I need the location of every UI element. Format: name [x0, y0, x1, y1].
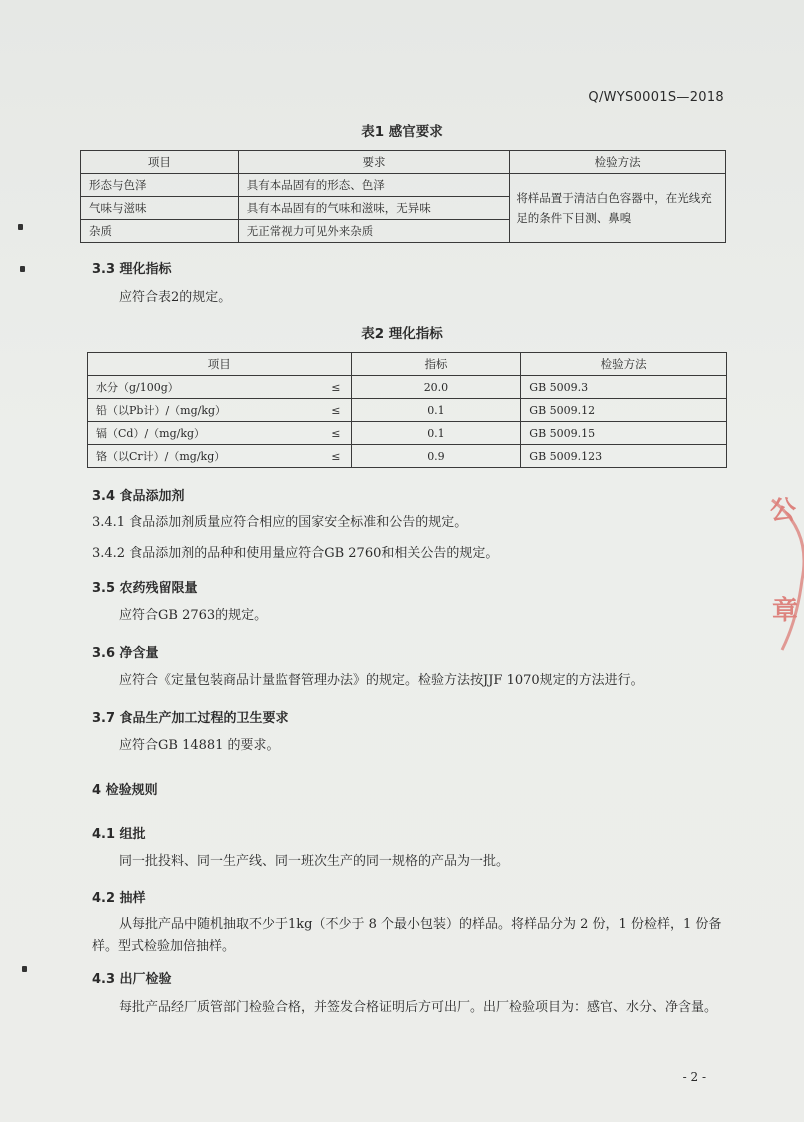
clause-3-4-2: 3.4.2 食品添加剂的品种和使用量应符合GB 2760和相关公告的规定。: [92, 546, 499, 561]
column-header-item: 项目: [81, 151, 239, 174]
table-row: [88, 399, 727, 422]
section-3-5-title: 3.5 农药残留限量: [92, 581, 198, 596]
clause-3-4-1: 3.4.1 食品添加剂质量应符合相应的国家安全标准和公告的规定。: [92, 515, 468, 530]
row-comparator: ≤: [321, 422, 351, 445]
section-4-3-title: 4.3 出厂检验: [92, 972, 172, 987]
table-row: [81, 174, 726, 197]
section-3-4-title: 3.4 食品添加剂: [92, 489, 185, 504]
column-header-requirement: 要求: [238, 151, 510, 174]
inspection-method: 将样品置于清洁白色容器中，在光线充足的条件下目测、鼻嗅: [510, 174, 726, 243]
section-3-5-text: 应符合GB 2763的规定。: [119, 608, 268, 623]
section-4-2-text: 从每批产品中随机抽取不少于1kg（不少于 8 个最小包装）的样品。将样品分为 2 份，1 份检样，1 份备样。型式检验加倍抽样。: [92, 917, 722, 954]
row-item: 形态与色泽: [81, 174, 239, 197]
row-item: 水分（g/100g）: [88, 376, 322, 399]
table1-caption: 表1 感官要求: [361, 124, 443, 140]
row-value: 0.1: [351, 399, 521, 422]
document-code: Q/WYS0001S—2018: [588, 90, 724, 105]
section-3-7-text: 应符合GB 14881 的要求。: [119, 738, 280, 753]
section-4-1-title: 4.1 组批: [92, 827, 146, 842]
sensory-requirements-table: [80, 150, 726, 243]
section-3-3-text: 应符合表2的规定。: [119, 290, 232, 305]
section-3-3-title: 3.3 理化指标: [92, 262, 172, 277]
row-comparator: ≤: [321, 445, 351, 468]
scan-mark: [22, 966, 27, 972]
page-number: - 2 -: [682, 1070, 706, 1084]
table-row: [88, 376, 727, 399]
table-row: [88, 445, 727, 468]
row-value: 0.1: [351, 422, 521, 445]
column-header-method: 检验方法: [521, 353, 727, 376]
table-row: [88, 422, 727, 445]
row-value: 0.9: [351, 445, 521, 468]
section-3-7-title: 3.7 食品生产加工过程的卫生要求: [92, 711, 289, 726]
row-item: 铬（以Cr计）/（mg/kg）: [88, 445, 322, 468]
table2-caption: 表2 理化指标: [361, 326, 443, 342]
physicochemical-table: [87, 352, 727, 468]
row-requirement: 无正常视力可见外来杂质: [238, 220, 510, 243]
row-item: 镉（Cd）/（mg/kg）: [88, 422, 322, 445]
row-item: 杂质: [81, 220, 239, 243]
row-value: 20.0: [351, 376, 521, 399]
row-item: 铅（以Pb计）/（mg/kg）: [88, 399, 322, 422]
section-3-6-text: 应符合《定量包装商品计量监督管理办法》的规定。检验方法按JJF 1070规定的方法进行。: [119, 673, 644, 688]
section-4-title: 4 检验规则: [92, 783, 158, 798]
row-item: 气味与滋味: [81, 197, 239, 220]
seal-char: 章: [772, 596, 799, 626]
row-comparator: ≤: [321, 399, 351, 422]
column-header-method: 检验方法: [510, 151, 726, 174]
row-method: GB 5009.15: [521, 422, 727, 445]
section-3-6-title: 3.6 净含量: [92, 646, 159, 661]
scan-mark: [18, 224, 23, 230]
section-4-1-text: 同一批投料、同一生产线、同一班次生产的同一规格的产品为一批。: [119, 854, 510, 869]
row-requirement: 具有本品固有的形态、色泽: [238, 174, 510, 197]
column-header-item: 项目: [88, 353, 352, 376]
section-4-3-text: 每批产品经厂质管部门检验合格，并签发合格证明后方可出厂。出厂检验项目为：感官、水分、净含量。: [119, 1000, 718, 1015]
column-header-index: 指标: [351, 353, 521, 376]
scan-mark: [20, 266, 25, 272]
row-requirement: 具有本品固有的气味和滋味，无异味: [238, 197, 510, 220]
row-method: GB 5009.123: [521, 445, 727, 468]
official-seal-stamp: [752, 470, 804, 670]
table-header-row: [88, 353, 727, 376]
seal-char: 公: [770, 496, 797, 526]
row-method: GB 5009.12: [521, 399, 727, 422]
row-method: GB 5009.3: [521, 376, 727, 399]
table-header-row: [81, 151, 726, 174]
section-4-2-title: 4.2 抽样: [92, 891, 146, 906]
row-comparator: ≤: [321, 376, 351, 399]
